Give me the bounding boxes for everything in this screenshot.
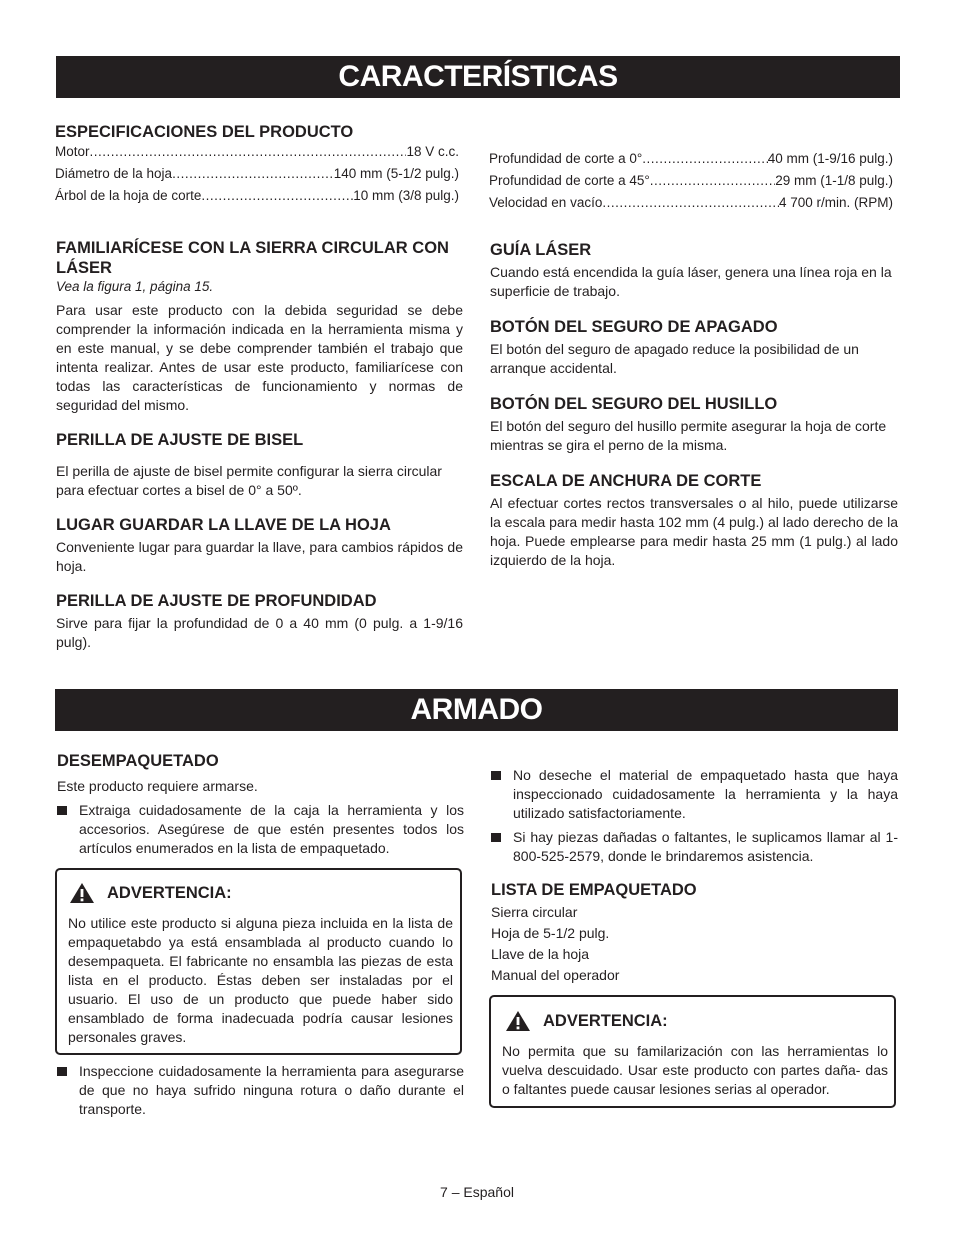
spec-row: Árbol de la hoja de corte ..... 10 mm (3/8 pulg.) bbox=[55, 185, 459, 207]
wrench-heading: LUGAR GUARDAR LA LLAVE DE LA HOJA bbox=[56, 516, 391, 534]
bullet-square-icon bbox=[57, 806, 67, 815]
depth-heading: PERILLA DE AJUSTE DE PROFUNDIDAD bbox=[56, 592, 377, 610]
warning-box bbox=[489, 995, 896, 1108]
list-item: Inspeccione cuidadosamente la herramienta para asegurarse de que no haya sufrido ninguna rotura o daño durante el transporte. bbox=[57, 1062, 464, 1119]
scale-heading: ESCALA DE ANCHURA DE CORTE bbox=[490, 472, 762, 490]
bevel-text: El perilla de ajuste de bisel permite configurar la sierra circular para efectuar cortes a bisel de 0° a 50º. bbox=[56, 463, 442, 498]
packing-list bbox=[491, 902, 898, 986]
packing-list-item: Sierra circular bbox=[491, 904, 578, 920]
spindle-text: El botón del seguro del husillo permite asegurar la hoja de corte mientras se gira el perno de la misma. bbox=[490, 418, 887, 453]
features-right-column bbox=[490, 240, 898, 570]
armado-left-column bbox=[57, 751, 464, 858]
unpacking-intro: Este producto requiere armarse. bbox=[57, 778, 258, 794]
specs-right-column bbox=[489, 148, 893, 214]
warning-triangle-icon bbox=[69, 882, 95, 904]
warning-header bbox=[69, 882, 232, 904]
list-item: Si hay piezas dañadas o faltantes, le suplicamos llamar al 1-800-525-2579, donde le brindaremos asistencia. bbox=[491, 828, 898, 866]
familiarize-text: Para usar este producto con la debida seguridad se debe comprender la información indicada en la herramienta misma y en este manual, y se debe comprender también el trabajo que intenta realizar. Antes de usar este producto, familiarícese con todas las características de funcionamiento y normas de seguridad del mismo. bbox=[56, 302, 463, 413]
warning-title: ADVERTENCIA: bbox=[107, 883, 232, 902]
spec-row: Velocidad en vacío ..... 4 700 r/min. (RPM) bbox=[489, 192, 893, 214]
lockoff-text: El botón del seguro de apagado reduce la posibilidad de un arranque accidental. bbox=[490, 341, 859, 376]
bullet-square-icon bbox=[57, 1067, 67, 1076]
page-footer: 7 – Español bbox=[440, 1184, 514, 1200]
depth-text: Sirve para fijar la profundidad de 0 a 40 mm (0 pulg. a 1-9/16 pulg). bbox=[56, 615, 463, 650]
spec-row: Diámetro de la hoja ..... 140 mm (5-1/2 pulg.) bbox=[55, 163, 459, 185]
figure-reference: Vea la figura 1, página 15. bbox=[56, 279, 214, 294]
wrench-text: Conveniente lugar para guardar la llave, para cambios rápidos de hoja. bbox=[56, 539, 463, 574]
list-item: No deseche el material de empaquetado hasta que haya inspeccionado cuidadosamente la herramienta y la haya utilizado satisfactoriamente. bbox=[491, 766, 898, 823]
spec-row: Profundidad de corte a 45° ..... 29 mm (1-1/8 pulg.) bbox=[489, 170, 893, 192]
unpacking-heading: DESEMPAQUETADO bbox=[57, 752, 219, 770]
warning-header bbox=[505, 1010, 668, 1032]
warning-text: No utilice este producto si alguna pieza incluida en la lista de empaquetabdo ya está ensamblada al producto cuando lo desempaqueta. El fabricante no ensambla las piezas de esta lista en el producto. Éstas deben ser instaladas por el usuario. El uso de un producto que puede haber sido ensamblado de forma inadecuada podría causar lesiones personales graves. bbox=[68, 915, 453, 1045]
bullet-square-icon bbox=[491, 771, 501, 780]
spec-row: Motor ..... 18 V c.c. bbox=[55, 141, 459, 163]
packing-list-heading: LISTA DE EMPAQUETADO bbox=[491, 881, 697, 899]
armado-right-column bbox=[491, 766, 898, 986]
list-item: Extraiga cuidadosamente de la caja la herramienta y los accesorios. Asegúrese de que estén presentes todos los artículos enumerados en la lista de empaquetado. bbox=[57, 801, 464, 858]
packing-list-item: Manual del operador bbox=[491, 967, 620, 983]
warning-triangle-icon bbox=[505, 1010, 531, 1032]
armado-left-bottom bbox=[57, 1062, 464, 1119]
warning-box bbox=[55, 868, 462, 1055]
bevel-heading: PERILLA DE AJUSTE DE BISEL bbox=[56, 431, 304, 449]
section-title-armado: ARMADO bbox=[55, 689, 898, 731]
packing-list-item: Llave de la hoja bbox=[491, 946, 590, 962]
laser-text: Cuando está encendida la guía láser, genera una línea roja en la superficie de trabajo. bbox=[490, 264, 892, 299]
scale-text: Al efectuar cortes rectos transversales o al hilo, puede utilizarse la escala para medir hasta 102 mm (4 pulg.) al lado derecho de la hoja. Puede emplearse para medir hasta 25 mm (1 pulg.) al lado izquierdo de la hoja. bbox=[490, 495, 898, 568]
bullet-square-icon bbox=[491, 833, 501, 842]
spec-row: Profundidad de corte a 0° ..... 40 mm (1-9/16 pulg.) bbox=[489, 148, 893, 170]
laser-heading: GUÍA LÁSER bbox=[490, 241, 592, 259]
lockoff-heading: BOTÓN DEL SEGURO DE APAGADO bbox=[490, 318, 778, 336]
packing-list-item: Hoja de 5-1/2 pulg. bbox=[491, 925, 610, 941]
specs-heading: ESPECIFICACIONES DEL PRODUCTO bbox=[55, 123, 354, 141]
specs-left-column bbox=[55, 122, 459, 207]
warning-title: ADVERTENCIA: bbox=[543, 1011, 668, 1030]
features-left-column bbox=[56, 238, 463, 652]
section-title-caracteristicas: CARACTERÍSTICAS bbox=[56, 56, 900, 98]
familiarize-heading: FAMILIARÍCESE CON LA SIERRA CIRCULAR CON LÁSER bbox=[56, 239, 449, 277]
spindle-heading: BOTÓN DEL SEGURO DEL HUSILLO bbox=[490, 395, 778, 413]
warning-text: No permita que su familarización con las herramientas lo vuelva descuidado. Usar este producto con partes daña- das o faltantes puede causar lesiones serias al operador. bbox=[502, 1043, 888, 1097]
